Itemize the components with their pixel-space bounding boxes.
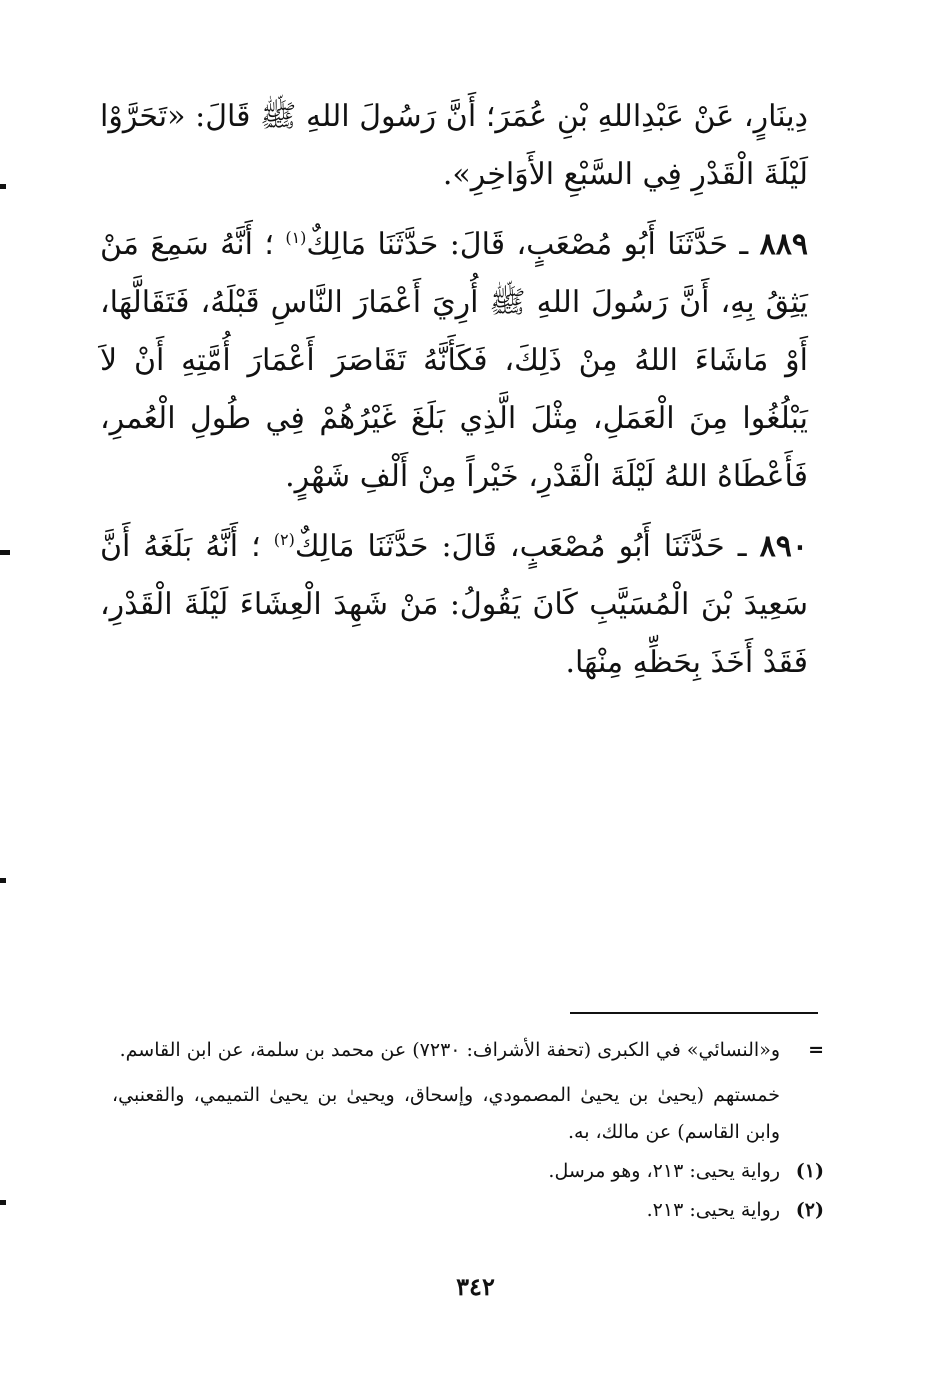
- hadith-888-ending: [100, 88, 808, 204]
- scan-margin-mark: [0, 184, 6, 189]
- hadith-890-matn: ؛ أَنَّهُ بَلَغَهُ أَنَّ سَعِيدَ بْنَ الْمُسَيَّبِ كَانَ يَقُولُ: مَنْ شَهِدَ الْعِشَاءَ لَيْلَةَ الْقَدْرِ، فَقَدْ أَخَذَ بِحَظِّهِ مِنْهَا.: [100, 529, 808, 680]
- footnote-separator: [570, 1012, 818, 1014]
- hadith-number: ٨٨٩: [759, 227, 808, 262]
- footnote-1-text: رواية يحيى: ٢١٣، وهو مرسل.: [548, 1160, 780, 1182]
- hadith-889-isnad: ـ حَدَّثَنَا أَبُو مُصْعَبٍ، قَالَ: حَدَّثَنَا مَالِكٌ: [306, 227, 749, 262]
- hadith-890: [100, 518, 808, 692]
- hadith-889: [100, 216, 808, 506]
- footnote-1-marker: (١): [795, 1160, 824, 1182]
- footnote-2-text: رواية يحيى: ٢١٣.: [646, 1199, 780, 1221]
- continuation-marker: =: [808, 1039, 824, 1061]
- main-text: [100, 88, 808, 692]
- scan-margin-mark: [0, 550, 10, 555]
- scan-margin-mark: [0, 1200, 6, 1205]
- footnote-continuation-2: [112, 1077, 824, 1151]
- footnote-continuation-text: و«النسائي» في الكبرى (تحفة الأشراف: ٧٢٣٠) عن محمد بن سلمة، عن ابن القاسم.: [119, 1039, 780, 1061]
- footnote-2-marker: (٢): [795, 1199, 824, 1221]
- hadith-890-isnad: ـ حَدَّثَنَا أَبُو مُصْعَبٍ، قَالَ: حَدَّثَنَا مَالِكٌ: [294, 529, 747, 564]
- hadith-889-matn: ؛ أَنَّهُ سَمِعَ مَنْ يَثِقُ بِهِ، أَنَّ رَسُولَ اللهِ ﷺ أُرِيَ أَعْمَارَ النَّاسِ قَبْلَهُ، فَتَقَالَّهَا، أَوْ مَاشَاءَ اللهُ مِنْ ذَلِكَ، فَكَأَنَّهُ تَقَاصَرَ أَعْمَارَ أُمَّتِهِ أَنْ لاَ يَبْلُغُوا مِنَ الْعَمَلِ، مِثْلَ الَّذِي بَلَغَ غَيْرُهُمْ فِي طُولِ الْعُمرِ، فَأَعْطَاهُ اللهُ لَيْلَةَ الْقَدْرِ، خَيْراً مِنْ أَلْفِ شَهْرٍ.: [100, 227, 808, 494]
- footnote-continuation-text: خمستهم (يحيىٰ بن يحيىٰ المصمودي، وإسحاق، ويحيىٰ بن يحيىٰ التميمي، والقعنبي، وابن القاسم) عن مالك، به.: [112, 1084, 780, 1143]
- footnote-2: [112, 1192, 824, 1229]
- page-number: ٣٤٢: [456, 1272, 495, 1301]
- footnote-ref-1[interactable]: (١): [285, 228, 307, 247]
- hadith-888-text: دِينَارٍ، عَنْ عَبْدِاللهِ بْنِ عُمَرَ؛ أَنَّ رَسُولَ اللهِ ﷺ قَالَ: «تَحَرَّوْا لَيْلَةَ الْقَدْرِ فِي السَّبْعِ الأَوَاخِرِ».: [100, 99, 808, 192]
- footnotes: [112, 1032, 824, 1229]
- hadith-number: ٨٩٠: [759, 529, 808, 564]
- footnote-ref-2[interactable]: (٢): [273, 530, 295, 549]
- scan-margin-mark: [0, 878, 6, 883]
- footnote-continuation: [112, 1032, 824, 1069]
- footnote-1: [112, 1153, 824, 1190]
- footnote-marker-empty: [780, 1077, 824, 1151]
